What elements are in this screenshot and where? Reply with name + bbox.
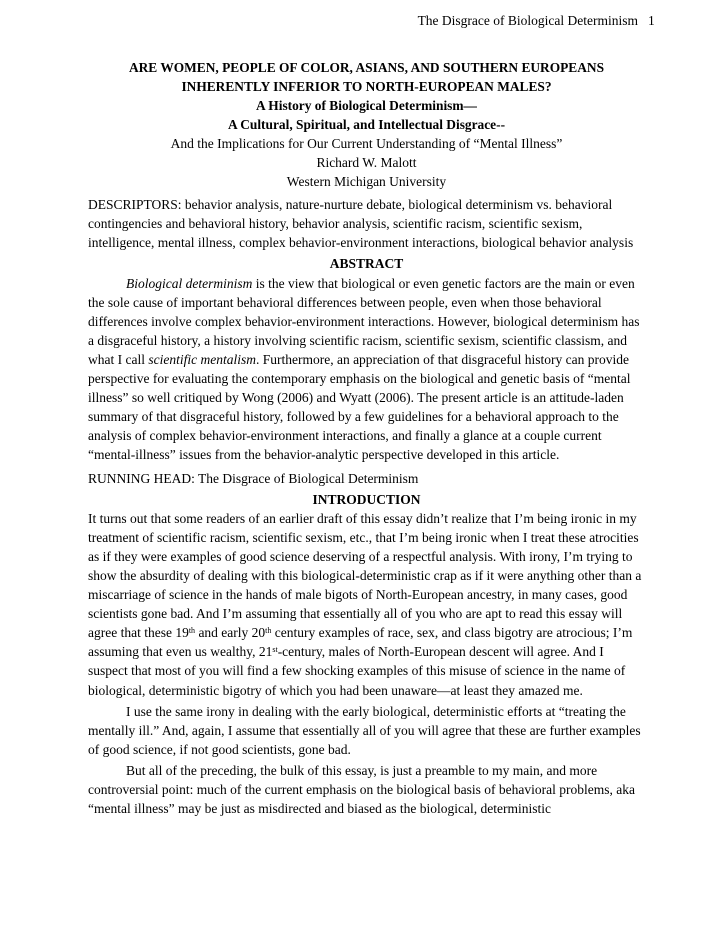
superscript: st bbox=[272, 645, 278, 655]
abstract-paragraph bbox=[88, 274, 645, 465]
intro-p1-a: It turns out that some readers of an earlier draft of this essay didn’t realize that I’m being ironic in my treatment of scientific racism, scientific sexism, etc., that I’m being ironic when I treat these atrocities as if they were examples of good science deserving of a respectful analysis. With irony, I’m trying to show the absurdity of dealing with this biological-deterministic crap as if it were anything other than a miscarriage of science in the hands of male bigots of North-European ancestry, in many cases, good scientists gone bad. And I’m assuming that essentially all of you who are apt to read this essay will agree that these 19 bbox=[88, 510, 642, 641]
abstract-text-b: . Furthermore, an appreciation of that disgraceful history can provide perspective for evaluating the contemporary emphasis on the biological and genetic basis of “mental illness” so well critiqued by Wong (2006) and Wyatt (2006). The present article is an attitude-laden summary of that disgraceful history, followed by a few guidelines for a behavioral approach to the analysis of complex behavior-environment interactions, and finally a glance at a couple current “mental-illness” issues from the behavior-analytic perspective developed in this article. bbox=[88, 351, 631, 463]
abstract-term-2: scientific mentalism bbox=[148, 351, 256, 367]
document-body bbox=[88, 58, 645, 818]
title-line-1: ARE WOMEN, PEOPLE OF COLOR, ASIANS, AND SOUTHERN EUROPEANS bbox=[128, 60, 605, 75]
intro-paragraph-1 bbox=[88, 509, 645, 700]
intro-paragraph-2: I use the same irony in dealing with the early biological, deterministic efforts at “treating the mentally ill.” And, again, I assume that essentially all of you will agree that these are further examples of good science, if not good scientists, gone bad. bbox=[88, 703, 641, 757]
descriptors: DESCRIPTORS: behavior analysis, nature-nurture debate, biological determinism vs. behavioral contingencies and behavioral history, behavior analysis, scientific racism, scientific sexism, intelligence, mental illness, complex behavior-environment interactions, biological behavior analysis bbox=[88, 197, 634, 251]
intro-p1-c: century examples of race, sex, and class bigotry are atrocious; I’m assuming that even us wealthy, 21 bbox=[88, 625, 633, 660]
author-name: Richard W. Malott bbox=[316, 155, 417, 170]
subtitle-line-3: And the Implications for Our Current Understanding of “Mental Illness” bbox=[170, 136, 563, 151]
page-number: 1 bbox=[648, 13, 655, 28]
intro-paragraph-3: But all of the preceding, the bulk of this essay, is just a preamble to my main, and more controversial point: much of the current emphasis on the biological basis of behavioral problems, aka “mental illness” may be just as misdirected and biased as the biological, deterministic bbox=[88, 762, 635, 817]
abstract-term: Biological determinism bbox=[126, 275, 253, 291]
subtitle-line-2: A Cultural, Spiritual, and Intellectual Disgrace-- bbox=[227, 117, 506, 132]
intro-p1-d: -century, males of North-European descent will agree. And I suspect that most of you will find a few shocking examples of this misuse of science in the name of biological, deterministic bigotry of which you had been unaware—at least they amazed me. bbox=[88, 644, 626, 698]
title-line-2: INHERENTLY INFERIOR TO NORTH-EUROPEAN MALES? bbox=[181, 79, 552, 94]
introduction-heading: INTRODUCTION bbox=[312, 491, 421, 507]
intro-p1-b: and early 20 bbox=[195, 625, 266, 641]
superscript: th bbox=[188, 626, 196, 636]
running-title: The Disgrace of Biological Determinism bbox=[417, 13, 638, 28]
running-head: RUNNING HEAD: The Disgrace of Biological Determinism bbox=[88, 470, 419, 486]
superscript: th bbox=[265, 626, 272, 636]
abstract-heading: ABSTRACT bbox=[329, 256, 404, 272]
abstract-text-a: is the view that biological or even genetic factors are the main or even the sole cause of important behavioral differences between people, even when those behavioral differences involve complex behavior-environment interactions. However, biological determinism has a disgraceful history, a history involving scientific racism, scientific sexism, scientific classism, and what I call bbox=[88, 275, 640, 367]
author-affiliation: Western Michigan University bbox=[286, 174, 447, 190]
subtitle-line-1: A History of Biological Determinism— bbox=[256, 98, 477, 113]
running-header bbox=[417, 13, 655, 29]
